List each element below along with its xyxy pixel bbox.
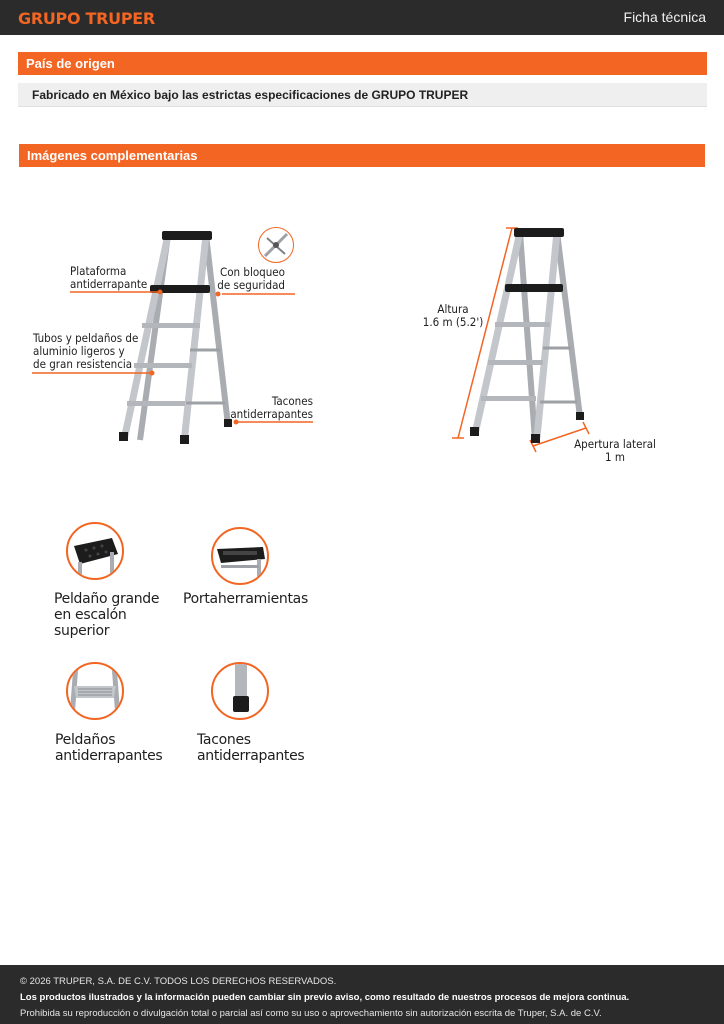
callout-opening: Apertura lateral 1 m bbox=[574, 437, 656, 464]
feature-nonslip-feet-image bbox=[211, 662, 269, 720]
feature-nonslip-steps-image bbox=[66, 662, 124, 720]
ladder-side-illustration bbox=[465, 222, 590, 447]
feature-tool-tray-label: Portaherramientas bbox=[183, 591, 308, 607]
feature-tool-tray-image bbox=[211, 527, 269, 585]
images-section-title: Imágenes complementarias bbox=[19, 144, 705, 167]
callout-lock: Con bloqueo de seguridad bbox=[217, 265, 285, 292]
callout-platform: Plataforma antiderrapante bbox=[70, 264, 148, 291]
footer-notice: Los productos ilustrados y la información pueden cambiar sin previo aviso, como resultado de nuestros procesos de mejora continua. bbox=[20, 992, 630, 1003]
document-type: Ficha técnica bbox=[623, 9, 706, 25]
feature-nonslip-steps-label: Peldaños antiderrapantes bbox=[55, 732, 163, 764]
callout-tubes: Tubos y peldaños de aluminio ligeros y de gran resistencia bbox=[33, 331, 139, 371]
lock-detail-circle bbox=[258, 227, 294, 263]
feature-top-step-image bbox=[66, 522, 124, 580]
feature-nonslip-feet-label: Tacones antiderrapantes bbox=[197, 732, 305, 764]
footer bbox=[0, 965, 724, 1024]
footer-copyright: © 2026 TRUPER, S.A. DE C.V. TODOS LOS DERECHOS RESERVADOS. bbox=[20, 976, 337, 987]
footer-prohibition: Prohibida su reproducción o divulgación total o parcial así como su uso o aprovechamiento sin autorización escrita de Truper, S.A. de C.V. bbox=[20, 1008, 602, 1019]
origin-text: Fabricado en México bajo las estrictas especificaciones de GRUPO TRUPER bbox=[18, 83, 707, 107]
origin-section-title: País de origen bbox=[18, 52, 707, 75]
callout-lines bbox=[0, 0, 724, 500]
callout-height: Altura 1.6 m (5.2') bbox=[422, 302, 484, 329]
callout-feet: Tacones antiderrapantes bbox=[230, 394, 313, 421]
feature-top-step-label: Peldaño grande en escalón superior bbox=[54, 591, 160, 639]
brand-logo: GRUPO TRUPER bbox=[18, 9, 155, 28]
